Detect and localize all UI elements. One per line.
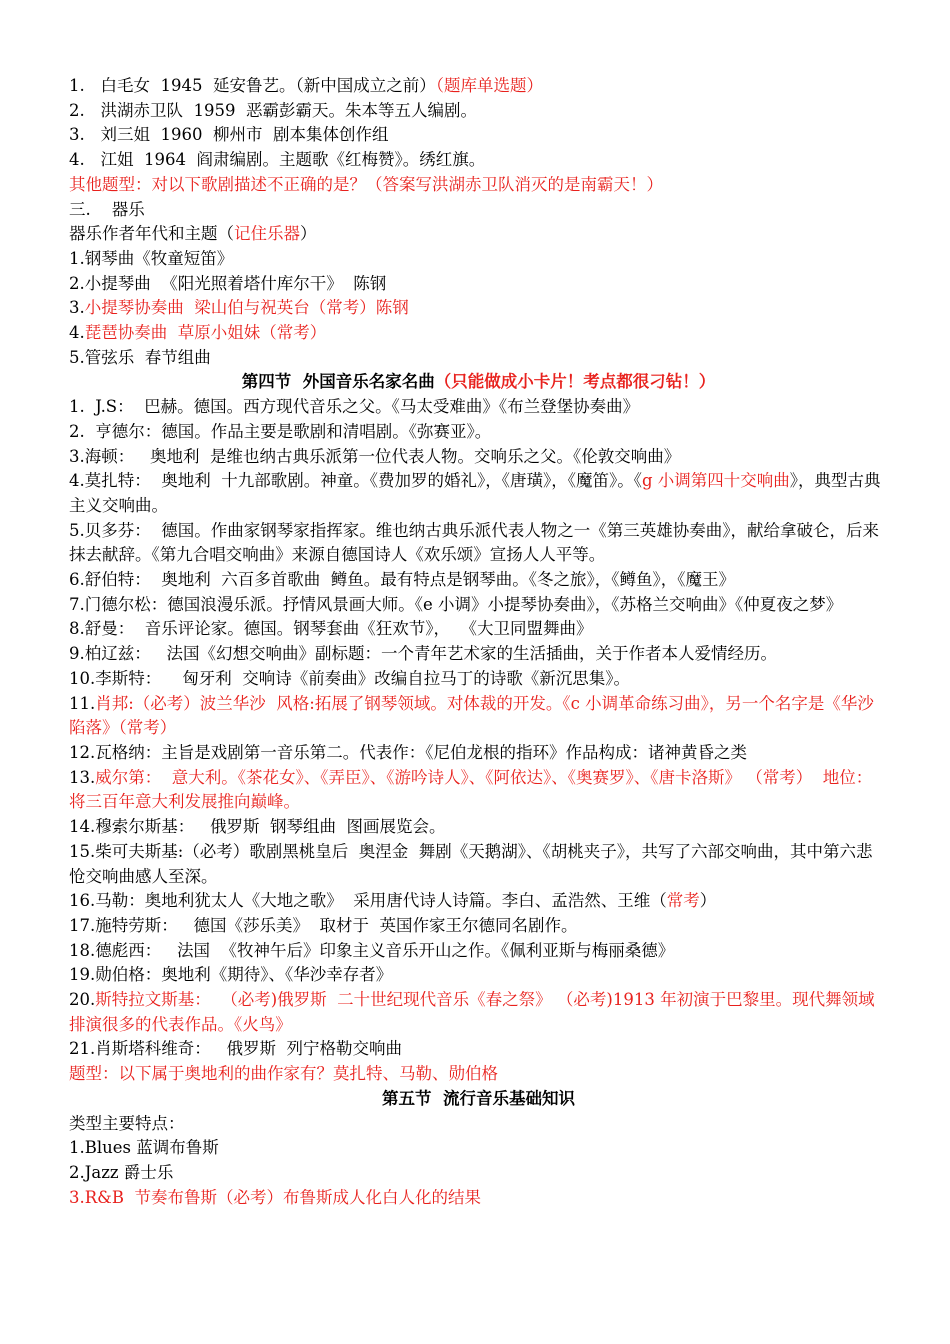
text-line [69, 296, 888, 321]
highlighted-text: 常考 [666, 891, 700, 911]
text-segment: 7.门德尔松：德国浪漫乐派。抒情风景画大师。《e 小调》小提琴协奏曲》，《苏格兰交响曲》《仲夏夜之梦》 [69, 594, 843, 614]
text-segment: 4. [69, 323, 85, 343]
text-segment: 1.Blues 蓝调布鲁斯 [69, 1138, 219, 1158]
text-segment: 18.德彪西： 法国 《牧神午后》印象主义音乐开山之作。《佩利亚斯与梅丽桑德》 [69, 940, 675, 960]
highlighted-text: 琵琶协奏曲 草原小姐妹（常考） [84, 323, 327, 343]
text-line [69, 617, 888, 642]
text-line [69, 469, 888, 518]
text-line [69, 914, 888, 939]
text-segment: 4. 江姐 1964 阎肃编剧。主题歌《红梅赞》。绣红旗。 [69, 150, 486, 170]
text-segment: 13. [69, 767, 96, 787]
text-segment: ） [699, 891, 717, 911]
text-line [69, 766, 888, 815]
text-segment: 11. [69, 693, 96, 713]
text-line [69, 963, 888, 988]
text-line [69, 445, 888, 470]
text-segment: 16.马勒：奥地利犹太人《大地之歌》 采用唐代诗人诗篇。李白、孟浩然、王维（ [69, 891, 667, 911]
text-segment: 17.施特劳斯： 德国《莎乐美》 取材于 英国作家王尔德同名剧作。 [69, 915, 578, 935]
text-segment: 2.Jazz 爵士乐 [69, 1162, 174, 1182]
text-line [69, 519, 888, 568]
highlighted-text: 题型：以下属于奥地利的曲作家有？莫扎特、马勒、勋伯格 [69, 1064, 498, 1084]
text-line [69, 1186, 888, 1211]
section-heading [69, 1087, 888, 1112]
text-segment: 15.柴可夫斯基:（必考）歌剧黑桃皇后 奥涅金 舞剧《天鹅湖》、《胡桃夹子》，共写了六部交响曲，其中第六悲怆交响曲感人至深。 [69, 841, 873, 886]
text-line [69, 222, 888, 247]
text-line [69, 568, 888, 593]
text-segment: 1.钢琴曲《牧童短笛》 [69, 248, 234, 268]
highlighted-text: 肖邦:（必考）波兰华沙 风格:拓展了钢琴领域。对体裁的开发。《c 小调革命练习曲》，另一个名字是《华沙陷落》（常考） [69, 693, 874, 738]
text-segment: 类型主要特点： [69, 1113, 185, 1133]
text-line [69, 692, 888, 741]
text-segment: 3.海顿： 奥地利 是维也纳古典乐派第一位代表人物。交响乐之父。《伦敦交响曲》 [69, 446, 681, 466]
text-line [69, 148, 888, 173]
text-line [69, 667, 888, 692]
text-line [69, 1136, 888, 1161]
text-segment: 4.莫扎特： 奥地利 十九部歌剧。神童。《费加罗的婚礼》，《唐璜》，《魔笛》。《 [69, 471, 642, 491]
text-segment: 器乐作者年代和主题（ [69, 224, 234, 244]
text-line [69, 74, 888, 99]
text-segment: 10.李斯特： 匈牙利 交响诗《前奏曲》改编自拉马丁的诗歌《新沉思集》。 [69, 668, 630, 688]
section-heading [69, 370, 888, 395]
text-segment: 3. 刘三姐 1960 柳州市 剧本集体创作组 [69, 125, 389, 145]
text-line [69, 321, 888, 346]
text-line [69, 173, 888, 198]
highlighted-text: 威尔第： 意大利。《茶花女》、《弄臣》、《游吟诗人》、《阿依达》、《奥赛罗》、《唐卡洛斯》 （常考） 地位：将三百年意大利发展推向巅峰。 [69, 767, 873, 812]
text-line [69, 198, 888, 223]
document-body [69, 74, 888, 1210]
highlighted-text: g 小调第四十交响曲 [641, 471, 790, 491]
text-segment: 14.穆索尔斯基： 俄罗斯 钢琴组曲 图画展览会。 [69, 817, 446, 837]
text-segment: 》，典型古典主义交响曲。 [69, 471, 881, 515]
text-segment: 19.勋伯格：奥地利《期待》、《华沙幸存者》 [69, 965, 393, 985]
text-line [69, 642, 888, 667]
text-line [69, 741, 888, 766]
text-line [69, 346, 888, 371]
text-segment: ） [300, 224, 317, 244]
highlighted-text: 记住乐器 [234, 224, 300, 244]
text-segment: 12.瓦格纳：主旨是戏剧第一音乐第二。代表作：《尼伯龙根的指环》作品构成：诸神黄昏之类 [69, 742, 747, 762]
text-segment: 2.小提琴曲 《阳光照着塔什库尔干》 陈钢 [69, 273, 387, 293]
text-line [69, 272, 888, 297]
highlighted-text: （只能做成小卡片！考点都很刁钻！） [434, 372, 716, 392]
highlighted-text: 斯特拉文斯基： （必考)俄罗斯 二十世纪现代音乐《春之祭》 （必考)1913 年初演于巴黎里。现代舞领域排演很多的代表作品。《火鸟》 [69, 990, 875, 1034]
text-segment: 5.贝多芬： 德国。作曲家钢琴家指挥家。维也纳古典乐派代表人物之一《第三英雄协奏曲》，献给拿破仑，后来抹去献辞。《第九合唱交响曲》来源自德国诗人《欢乐颂》宣扬人人平等。 [69, 520, 879, 565]
text-segment: 第五节 流行音乐基础知识 [382, 1088, 575, 1108]
text-segment: 第四节 外国音乐名家名曲 [241, 372, 435, 392]
text-line [69, 1161, 888, 1186]
text-segment: 三. 器乐 [69, 199, 145, 219]
text-segment: 1. J.S： 巴赫。德国。西方现代音乐之父。《马太受难曲》《布兰登堡协奏曲》 [69, 397, 640, 417]
text-segment: 2. 亨德尔：德国。作品主要是歌剧和清唱剧。《弥赛亚》。 [69, 421, 492, 441]
text-segment: 5.管弦乐 春节组曲 [69, 347, 211, 367]
text-line [69, 247, 888, 272]
text-line [69, 840, 888, 889]
highlighted-text: 其他题型：对以下歌剧描述不正确的是？（答案写洪湖赤卫队消灭的是南霸天！） [69, 174, 663, 194]
text-line [69, 889, 888, 914]
highlighted-text: （题库单选题） [435, 76, 543, 95]
text-line [69, 939, 888, 964]
text-line [69, 988, 888, 1037]
text-line [69, 815, 888, 840]
text-line [69, 1062, 888, 1087]
text-line [69, 420, 888, 445]
highlighted-text: 3.R&B 节奏布鲁斯（必考）布鲁斯成人化白人化的结果 [69, 1187, 481, 1207]
text-segment: 2. 洪湖赤卫队 1959 恶霸彭霸天。朱本等五人编剧。 [69, 100, 477, 120]
text-segment: 21.肖斯塔科维奇： 俄罗斯 列宁格勒交响曲 [69, 1039, 402, 1059]
text-line [69, 593, 888, 618]
text-line [69, 1037, 888, 1062]
text-line [69, 123, 888, 148]
text-line [69, 99, 888, 124]
highlighted-text: 小提琴协奏曲 梁山伯与祝英台（常考）陈钢 [84, 298, 409, 318]
text-segment: 3. [69, 298, 85, 318]
text-line [69, 1112, 888, 1137]
text-segment: 1. 白毛女 1945 延安鲁艺。（新中国成立之前） [69, 76, 436, 95]
text-segment: 6.舒伯特： 奥地利 六百多首歌曲 鳟鱼。最有特点是钢琴曲。《冬之旅》，《鳟鱼》，《魔王》 [69, 570, 735, 590]
text-segment: 20. [69, 990, 96, 1010]
text-segment: 9.柏辽兹： 法国《幻想交响曲》副标题：一个青年艺术家的生活插曲，关于作者本人爱情经历。 [69, 644, 777, 664]
text-line [69, 395, 888, 420]
text-segment: 8.舒曼： 音乐评论家。德国。钢琴套曲《狂欢节》， 《大卫同盟舞曲》 [69, 619, 593, 639]
